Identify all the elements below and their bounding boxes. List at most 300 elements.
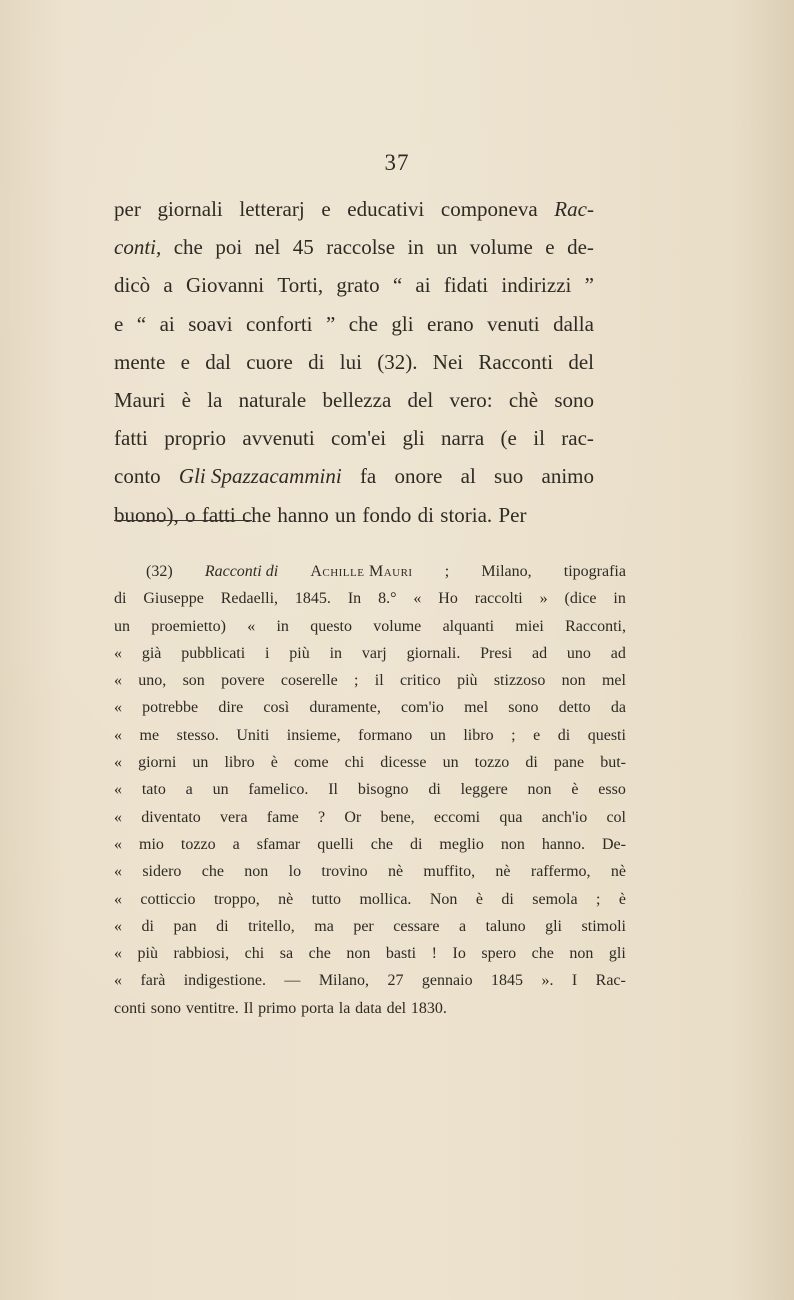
word: col <box>606 808 626 826</box>
word: a <box>185 781 193 799</box>
word: « <box>114 781 122 799</box>
word: componeva <box>440 197 538 221</box>
word: i <box>265 644 270 662</box>
word: coserelle <box>280 672 338 690</box>
word: di <box>141 917 154 935</box>
word: de- <box>567 235 594 260</box>
word: ” <box>325 311 336 336</box>
word: gli <box>391 311 414 336</box>
word: ? <box>318 808 326 826</box>
word: povere <box>221 672 265 690</box>
body-text-line <box>114 190 594 228</box>
word: porta <box>301 999 334 1017</box>
word: ! <box>431 945 437 963</box>
word: fa <box>359 464 377 489</box>
word: ai <box>415 273 431 298</box>
word: più <box>289 644 310 662</box>
word: poi <box>215 235 243 260</box>
word: è <box>571 781 579 799</box>
word: un <box>192 754 209 772</box>
word: com'io <box>401 699 444 717</box>
word: ; <box>595 890 601 908</box>
word: di <box>114 590 127 608</box>
italic-text: conti, <box>114 235 162 260</box>
word: stesso. <box>176 726 219 744</box>
word: Io <box>452 945 466 963</box>
footnote-line <box>114 749 626 776</box>
word: ai <box>159 311 175 336</box>
word: raccolse <box>326 235 396 260</box>
footnote-line <box>114 722 626 749</box>
word: Non <box>429 890 458 908</box>
word: hanno <box>277 502 329 527</box>
word: Il <box>328 781 338 799</box>
word: animo <box>541 464 594 489</box>
word: nè <box>387 863 404 881</box>
footnote-line <box>114 585 626 612</box>
word: Uniti <box>236 726 270 744</box>
word: che <box>531 945 554 963</box>
word: gli <box>402 426 425 451</box>
word: Racconti <box>478 349 554 374</box>
word: un <box>212 781 229 799</box>
word: data <box>355 999 382 1017</box>
word: e <box>114 311 124 336</box>
word: leggere <box>460 781 508 799</box>
word: rac- <box>561 426 594 451</box>
word: letterarj <box>239 197 305 221</box>
word: un <box>429 726 446 744</box>
word: più <box>137 945 158 963</box>
footnote-separator <box>114 520 252 521</box>
body-text-line <box>114 381 594 419</box>
word: come <box>293 754 329 772</box>
word: tozzo <box>474 754 510 772</box>
word: pubblicati <box>181 644 246 662</box>
word: lui <box>339 349 362 374</box>
word: « <box>114 863 122 881</box>
word: mel <box>601 672 626 690</box>
italic-text: Rac- <box>554 197 594 221</box>
word: Ho <box>438 590 458 608</box>
word: « <box>114 699 122 717</box>
italic-text: Gli Spazzacammini <box>178 464 342 489</box>
word: raffermo, <box>530 863 591 881</box>
word: del <box>568 349 594 374</box>
word: conforti <box>246 311 313 336</box>
word: ad <box>531 644 548 662</box>
word: « <box>114 972 122 990</box>
word: quelli <box>317 835 354 853</box>
footnote-line <box>114 886 626 913</box>
word: uno, <box>138 672 167 690</box>
word: a <box>163 273 173 298</box>
word: rabbiosi, <box>173 945 230 963</box>
word: non <box>569 945 594 963</box>
word: « <box>114 726 122 744</box>
word: stimoli <box>581 917 626 935</box>
word: che <box>370 835 393 853</box>
footnote-line <box>114 913 626 940</box>
word: naturale <box>238 387 307 412</box>
word: nè <box>610 863 626 881</box>
footnote <box>114 558 626 1022</box>
footnote-line <box>114 858 626 885</box>
word: semola <box>532 890 578 908</box>
word: Milano, <box>481 563 532 580</box>
word: 27 <box>387 972 404 990</box>
word: Redaelli, <box>220 590 279 608</box>
word: in <box>276 617 289 635</box>
word: detto <box>558 699 591 717</box>
word: anch'io <box>541 808 588 826</box>
word: già <box>141 644 162 662</box>
word: di <box>525 754 538 772</box>
word: a <box>458 917 467 935</box>
footnote-line <box>114 640 626 667</box>
word: per <box>114 197 141 221</box>
word: « <box>114 835 122 853</box>
word: cotticcio <box>140 890 196 908</box>
word: sono <box>508 699 539 717</box>
word: 1830. <box>410 999 447 1017</box>
word: chè <box>508 387 539 412</box>
footnote-line <box>114 694 626 721</box>
word: gli <box>608 945 626 963</box>
word: chi <box>244 945 265 963</box>
footnote-line <box>114 804 626 831</box>
word: Milano, <box>318 972 370 990</box>
word: Per <box>498 502 527 527</box>
word: (32) <box>146 563 173 580</box>
word: fatti <box>201 502 236 527</box>
word: e <box>533 726 541 744</box>
word: dal <box>205 349 231 374</box>
word: mio <box>139 835 164 853</box>
word: lo <box>288 863 302 881</box>
word: 1845 <box>491 972 524 990</box>
word: sa <box>279 945 294 963</box>
word: basti <box>385 945 417 963</box>
word: 8.° <box>378 590 397 608</box>
word: libro <box>463 726 494 744</box>
body-text-line <box>114 266 594 304</box>
body-text-line <box>114 228 594 266</box>
word: non <box>500 835 525 853</box>
word: sidero <box>142 863 182 881</box>
body-text-line <box>114 496 594 534</box>
word: indirizzi <box>501 273 572 298</box>
word: gennaio <box>421 972 473 990</box>
word: proemietto) <box>151 617 226 635</box>
word: narra <box>441 426 485 451</box>
word: gli <box>545 917 562 935</box>
word: insieme, <box>286 726 341 744</box>
word: dalla <box>553 311 594 336</box>
word: la <box>207 387 223 412</box>
word: buono), <box>114 502 179 527</box>
word: « <box>114 754 122 772</box>
word: « <box>114 672 122 690</box>
word: potrebbe <box>142 699 199 717</box>
word: conti <box>114 999 146 1017</box>
word: il <box>533 426 545 451</box>
word: Racconti, <box>565 617 626 635</box>
word: spero <box>481 945 517 963</box>
word: ” <box>584 273 594 298</box>
word: dicò <box>114 273 151 298</box>
word: nè <box>278 890 294 908</box>
word: (dice <box>564 590 597 608</box>
word: » <box>539 590 548 608</box>
word: diventato <box>141 808 201 826</box>
word: formano <box>358 726 413 744</box>
word: Rac- <box>595 972 626 990</box>
footnote-line <box>114 667 626 694</box>
word: giornali. <box>406 644 461 662</box>
word: del <box>407 387 434 412</box>
word: ». <box>541 972 554 990</box>
word: del <box>386 999 407 1017</box>
word: di <box>308 349 325 374</box>
word: « <box>114 890 122 908</box>
word: varj <box>361 644 387 662</box>
word: volume <box>373 617 422 635</box>
word: non <box>561 672 586 690</box>
word: fondo <box>362 502 412 527</box>
word: un <box>442 754 459 772</box>
word: che <box>308 945 331 963</box>
word: giornali <box>157 197 223 221</box>
word: questi <box>587 726 626 744</box>
body-text-line <box>114 419 594 457</box>
word: stizzoso <box>493 672 546 690</box>
word: nè <box>495 863 511 881</box>
word: indigestione. <box>183 972 266 990</box>
word: tutto <box>311 890 342 908</box>
word: che <box>348 311 378 336</box>
word: ; <box>354 672 359 690</box>
word: miei <box>515 617 544 635</box>
body-text-line <box>114 343 594 381</box>
word: — <box>284 972 301 990</box>
word: pane <box>553 754 585 772</box>
word: che <box>201 863 224 881</box>
word: “ <box>136 311 147 336</box>
word: la <box>338 999 351 1017</box>
word: un <box>335 502 357 527</box>
word: bene, <box>380 808 415 826</box>
word: com'ei <box>331 426 387 451</box>
word: di <box>557 726 571 744</box>
word: e <box>180 349 190 374</box>
word: che <box>241 502 272 527</box>
word: più <box>457 672 478 690</box>
italic-text: Racconti di <box>204 563 279 580</box>
word: giorni <box>138 754 177 772</box>
word: ; <box>511 726 516 744</box>
word: è <box>475 890 483 908</box>
word: è <box>270 754 278 772</box>
word: storia. <box>440 502 493 527</box>
word: che <box>173 235 203 260</box>
word: dicesse <box>380 754 427 772</box>
word: ; <box>444 563 450 580</box>
footnote-line <box>114 613 626 640</box>
word: tato <box>141 781 166 799</box>
word: uno <box>566 644 591 662</box>
word: I <box>571 972 578 990</box>
word: cessare <box>393 917 440 935</box>
word: fidati <box>443 273 489 298</box>
word: son <box>182 672 205 690</box>
word: onore <box>394 464 443 489</box>
footnote-line <box>114 831 626 858</box>
footnote-line <box>114 558 626 585</box>
word: per <box>353 917 374 935</box>
word: trovino <box>321 863 368 881</box>
word: meglio <box>439 835 484 853</box>
word: 45 <box>292 235 314 260</box>
body-text-line <box>114 305 594 343</box>
word: In <box>347 590 362 608</box>
word: tozzo <box>180 835 216 853</box>
word: « <box>413 590 422 608</box>
word: « <box>114 808 122 826</box>
word: Giovanni <box>185 273 265 298</box>
word: non <box>244 863 269 881</box>
word: qua <box>499 808 523 826</box>
word: « <box>114 917 122 935</box>
word: duramente, <box>309 699 381 717</box>
word: farà <box>140 972 166 990</box>
word: avvenuti <box>242 426 315 451</box>
word: un <box>436 235 458 260</box>
word: venuti <box>487 311 540 336</box>
word: De- <box>602 835 626 853</box>
word: bellezza <box>322 387 392 412</box>
body-text-line <box>114 457 594 495</box>
word: così <box>263 699 290 717</box>
word: « <box>114 644 122 662</box>
page-number: 37 <box>384 150 410 175</box>
word: (e <box>500 426 517 451</box>
word: (32). <box>377 349 418 374</box>
word: sono <box>150 999 182 1017</box>
word: vero: <box>449 387 493 412</box>
word: al <box>460 464 476 489</box>
word: è <box>181 387 191 412</box>
word: Il <box>243 999 254 1017</box>
word: non <box>527 781 552 799</box>
word: alquanti <box>442 617 495 635</box>
word: fame <box>266 808 299 826</box>
word: Nei <box>432 349 464 374</box>
word: grato <box>336 273 380 298</box>
word: erano <box>427 311 474 336</box>
word: o <box>185 502 196 527</box>
word: famelico. <box>248 781 309 799</box>
word: taluno <box>485 917 526 935</box>
word: in <box>407 235 424 260</box>
word: di <box>216 917 229 935</box>
word: conto <box>114 464 161 489</box>
word: libro <box>224 754 255 772</box>
footnote-line <box>114 940 626 967</box>
word: ma <box>314 917 334 935</box>
word: mollica. <box>359 890 412 908</box>
word: me <box>139 726 160 744</box>
word: in <box>329 644 343 662</box>
word: “ <box>392 273 403 298</box>
word: ventitre. <box>185 999 239 1017</box>
word: Mauri <box>114 387 166 412</box>
word: non <box>346 945 371 963</box>
word: tipografia <box>563 563 626 580</box>
word: Torti, <box>277 273 324 298</box>
word: mente <box>114 349 166 374</box>
word: fatti <box>114 426 148 451</box>
word: bisogno <box>357 781 409 799</box>
word: nel <box>254 235 281 260</box>
word: sono <box>554 387 594 412</box>
word: vera <box>220 808 248 826</box>
word: dire <box>218 699 244 717</box>
word: a <box>232 835 240 853</box>
word: soavi <box>188 311 233 336</box>
word: il <box>374 672 384 690</box>
word: è <box>618 890 626 908</box>
small-caps-text: Achille Mauri <box>310 563 413 580</box>
word: volume <box>469 235 533 260</box>
word: « <box>114 945 122 963</box>
footnote-line <box>114 776 626 803</box>
word: un <box>114 617 130 635</box>
word: tritello, <box>248 917 295 935</box>
word: chi <box>344 754 365 772</box>
word: primo <box>258 999 297 1017</box>
word: di <box>501 890 514 908</box>
word: esso <box>598 781 626 799</box>
word: sfamar <box>256 835 301 853</box>
main-text <box>114 190 594 534</box>
word: hanno. <box>541 835 585 853</box>
word: e <box>321 197 331 221</box>
word: da <box>610 699 626 717</box>
footnote-line <box>114 995 626 1022</box>
word: di <box>428 781 441 799</box>
word: di <box>409 835 423 853</box>
word: mel <box>464 699 489 717</box>
word: 1845. <box>294 590 331 608</box>
word: Giuseppe <box>143 590 204 608</box>
word: pan <box>173 917 197 935</box>
word: critico <box>399 672 441 690</box>
word: e <box>545 235 555 260</box>
word: proprio <box>164 426 227 451</box>
word: educativi <box>347 197 425 221</box>
word: ad <box>610 644 626 662</box>
word: eccomi <box>433 808 481 826</box>
word: di <box>417 502 434 527</box>
word: troppo, <box>213 890 260 908</box>
word: questo <box>310 617 352 635</box>
word: Or <box>344 808 362 826</box>
word: Presi <box>480 644 513 662</box>
word: « <box>247 617 256 635</box>
word: suo <box>494 464 524 489</box>
footnote-line <box>114 967 626 994</box>
